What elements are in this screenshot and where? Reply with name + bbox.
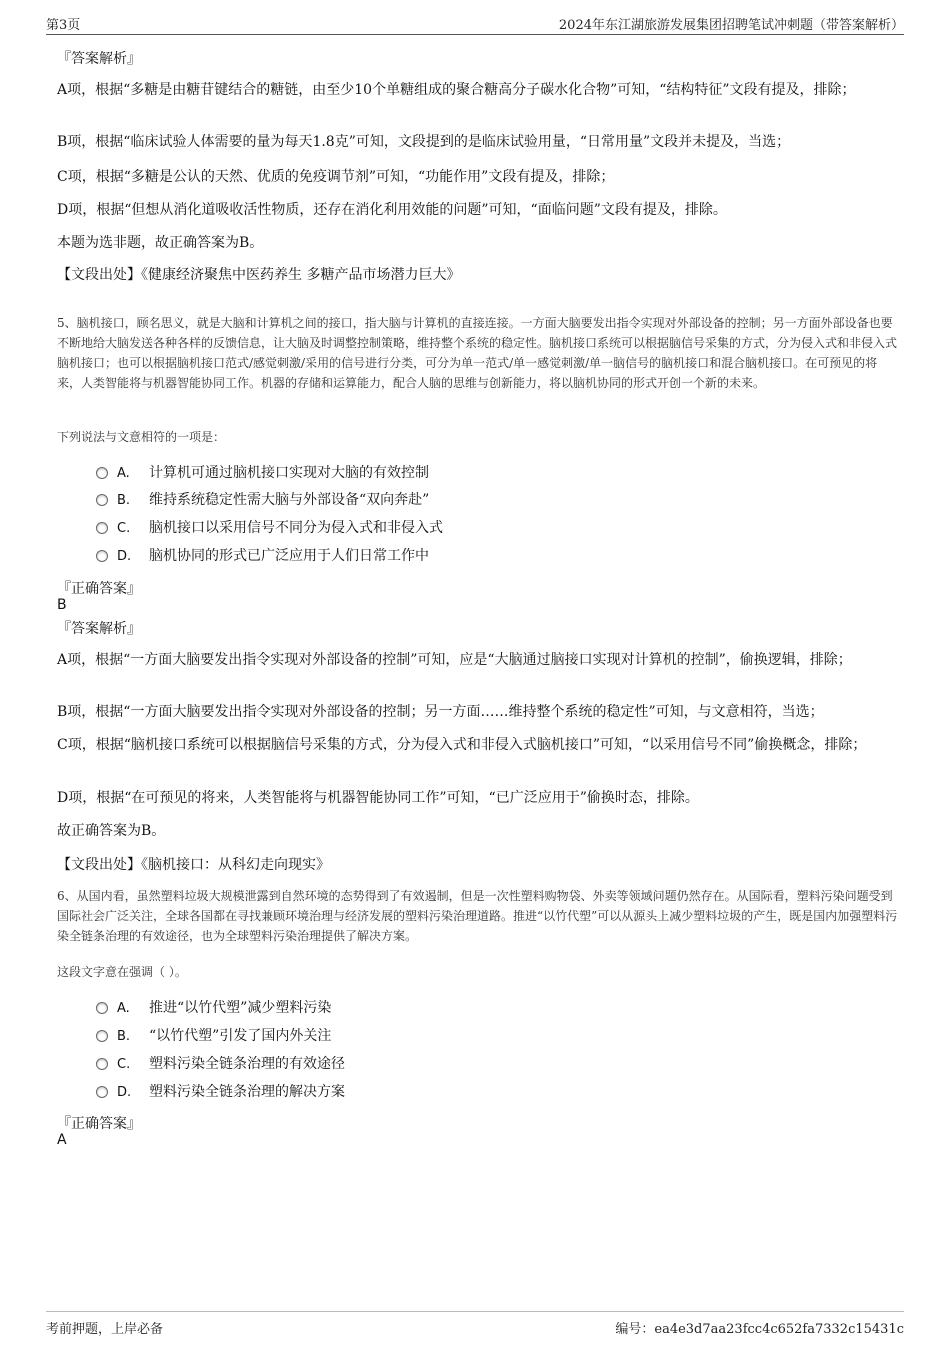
radio-icon[interactable] [96,1030,108,1042]
analysis-item-c: C项，根据“多糖是公认的天然、优质的免疫调节剂”可知，“功能作用”文段有提及，排除； [57,169,615,185]
radio-icon[interactable] [96,522,108,534]
analysis-item-a: A项，根据“一方面大脑要发出指令实现对外部设备的控制”可知，应是“大脑通过脑接口实现对计算机的控制”，偷换逻辑，排除； [57,652,852,668]
q5-option-b[interactable]: B. 维持系统稳定性需大脑与外部设备“双向奔赴” [96,489,429,511]
correct-answer: B [57,597,67,613]
q6-option-d[interactable]: D. 塑料污染全链条治理的解决方案 [96,1081,345,1103]
analysis-item-d: D项，根据“但想从消化道吸收活性物质，还存在消化利用效能的问题”可知，“面临问题”文段有提及，排除。 [57,202,727,218]
radio-icon[interactable] [96,1086,108,1098]
analysis-item-c: C项，根据“脑机接口系统可以根据脑信号采集的方式，分为侵入式和非侵入式脑机接口”可知，“以采用信号不同”偷换概念，排除； [57,737,867,753]
radio-icon[interactable] [96,467,108,479]
analysis-conclusion: 本题为选非题，故正确答案为B。 [57,235,264,251]
question-5-text: 5、脑机接口，顾名思义，就是大脑和计算机之间的接口，指大脑与计算机的直接连接。一方面大脑要发出指令实现对外部设备的控制；另一方面外部设备也要不断地给大脑发送各种各样的反馈信息，让大脑及时调整控制策略，维持整个系统的稳定性。脑机接口系统可以根据脑信号采集的方式，分为侵入式和非侵入式脑机接口；也可以根据脑机接口范式/感觉刺激/采用的信号进行分类，可分为单一范式/单一感觉刺激/单一脑信号的脑机接口和混合脑机接口。在可预见的将来，人类智能将与机器智能协同工作。机器的存储和运算能力，配合人脑的思维与创新能力，将以脑机协同的形式开创一个新的未来。 [57,316,898,390]
analysis-item-d: D项，根据“在可预见的将来，人类智能将与机器智能协同工作”可知，“已广泛应用于”偷换时态，排除。 [57,790,699,806]
answer-label: 『正确答案』 [57,581,141,597]
footer-slogan: 考前押题，上岸必备 [46,1322,164,1337]
page-footer [46,1311,904,1338]
radio-icon[interactable] [96,494,108,506]
radio-icon[interactable] [96,550,108,562]
document-title: 2024年东江湖旅游发展集团招聘笔试冲刺题（带答案解析） [558,18,904,33]
analysis-item-b: B项，根据“一方面大脑要发出指令实现对外部设备的控制；另一方面……维持整个系统的稳定性”可知，与文意相符，当选； [57,704,824,720]
correct-answer: A [57,1132,67,1148]
q6-option-c[interactable]: C. 塑料污染全链条治理的有效途径 [96,1053,345,1075]
q6-option-b[interactable]: B. “以竹代塑”引发了国内外关注 [96,1025,331,1047]
analysis-item-b: B项，根据“临床试验人体需要的量为每天1.8克”可知，文段提到的是临床试验用量，“日常用量”文段并未提及，当选； [57,134,791,150]
answer-label: 『正确答案』 [57,1116,141,1132]
q5-option-a[interactable]: A. 计算机可通过脑机接口实现对大脑的有效控制 [96,462,429,484]
analysis-item-a: A项，根据“多糖是由糖苷键结合的糖链，由至少10个单糖组成的聚合糖高分子碳水化合物”可知，“结构特征”文段有提及，排除； [57,82,856,98]
q5-option-c[interactable]: C. 脑机接口以采用信号不同分为侵入式和非侵入式 [96,517,443,539]
radio-icon[interactable] [96,1002,108,1014]
analysis-conclusion: 故正确答案为B。 [57,823,166,839]
source-citation: 【文段出处】《脑机接口：从科幻走向现实》 [57,857,330,873]
question-6-prompt: 这段文字意在强调（ ）。 [57,965,187,979]
analysis-label: 『答案解析』 [57,51,141,67]
question-6-text: 6、从国内看，虽然塑料垃圾大规模泄露到自然环境的态势得到了有效遏制，但是一次性塑料购物袋、外卖等领域问题仍然存在。从国际看，塑料污染问题受到国际社会广泛关注，全球各国都在寻找兼顾环境治理与经济发展的塑料污染治理道路。推进“以竹代塑”可以从源头上减少塑料垃圾的产生，既是国内加强塑料污染全链条治理的有效途径，也为全球塑料污染治理提供了解决方案。 [57,889,898,943]
analysis-label: 『答案解析』 [57,621,141,637]
document-id: 编号：ea4e3d7aa23fcc4c652fa7332c15431c [615,1322,904,1337]
q6-option-a[interactable]: A. 推进“以竹代塑”减少塑料污染 [96,997,331,1019]
q5-option-d[interactable]: D. 脑机协同的形式已广泛应用于人们日常工作中 [96,545,429,567]
question-5-prompt: 下列说法与文意相符的一项是： [57,430,226,444]
radio-icon[interactable] [96,1058,108,1070]
source-citation: 【文段出处】《健康经济聚焦中医药养生 多糖产品市场潜力巨大》 [57,267,461,283]
page-header [46,14,904,35]
page-number: 第3页 [46,18,81,33]
